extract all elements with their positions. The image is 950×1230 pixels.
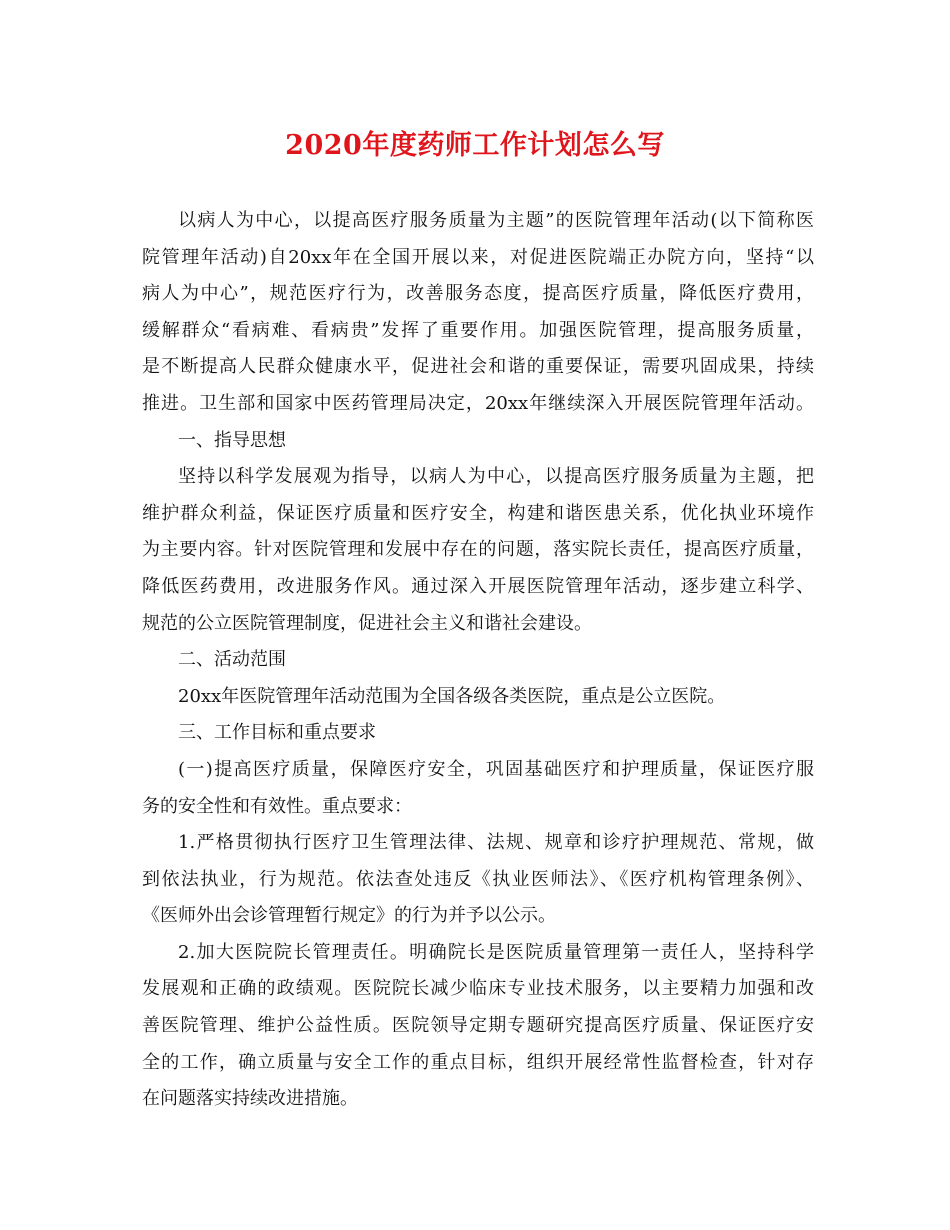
paragraph-line: 院管理年活动)自20xx年在全国开展以来，对促进医院端正办院方向，坚持“以 [142, 246, 814, 268]
paragraph-line: 在问题落实持续改进措施。 [142, 1088, 358, 1110]
paragraph-line: 善医院管理、维护公益性质。医院领导定期专题研究提高医疗质量、保证医疗安 [142, 1015, 814, 1037]
paragraph-line: 是不断提高人民群众健康水平，促进社会和谐的重要保证，需要巩固成果，持续 [142, 356, 814, 378]
document-body [142, 203, 814, 1118]
paragraph-line: 坚持以科学发展观为指导，以病人为中心，以提高医疗服务质量为主题，把 [178, 466, 814, 488]
paragraph-line: 发展观和正确的政绩观。医院院长减少临床专业技术服务，以主要精力加强和改 [142, 978, 814, 1000]
paragraph-line: 推进。卫生部和国家中医药管理局决定，20xx年继续深入开展医院管理年活动。 [142, 392, 814, 414]
paragraph-line: 降低医药费用，改进服务作风。通过深入开展医院管理年活动，逐步建立科学、 [142, 575, 814, 597]
paragraph-line: 缓解群众“看病难、看病贵”发挥了重要作用。加强医院管理，提高服务质量， [142, 319, 814, 341]
paragraph-line: 全的工作，确立质量与安全工作的重点目标，组织开展经常性监督检查，针对存 [142, 1051, 814, 1073]
paragraph-line: 到依法执业，行为规范。依法查处违反《执业医师法》、《医疗机构管理条例》、 [142, 868, 814, 890]
paragraph-line: (一)提高医疗质量，保障医疗安全，巩固基础医疗和护理质量，保证医疗服 [178, 758, 814, 780]
paragraph-line: 规范的公立医院管理制度，促进社会主义和谐社会建设。 [142, 612, 592, 634]
paragraph-line: 2.加大医院院长管理责任。明确院长是医院质量管理第一责任人，坚持科学 [178, 941, 814, 963]
section-heading: 一、指导思想 [178, 429, 286, 451]
paragraph-line: 病人为中心”，规范医疗行为，改善服务态度，提高医疗质量，降低医疗费用， [142, 283, 814, 305]
document-title: 2020年度药师工作计划怎么写 [285, 130, 665, 161]
paragraph-line: 为主要内容。针对医院管理和发展中存在的问题，落实院长责任，提高医疗质量， [142, 539, 814, 561]
paragraph-line: 以病人为中心，以提高医疗服务质量为主题”的医院管理年活动(以下简称医 [178, 210, 814, 231]
paragraph-line: 《医师外出会诊管理暂行规定》的行为并予以公示。 [142, 905, 556, 927]
section-heading: 三、工作目标和重点要求 [178, 722, 376, 744]
paragraph-line: 20xx年医院管理年活动范围为全国各级各类医院，重点是公立医院。 [178, 685, 726, 707]
paragraph-line: 务的安全性和有效性。重点要求： [142, 795, 412, 817]
paragraph-line: 1.严格贯彻执行医疗卫生管理法律、法规、规章和诊疗护理规范、常规，做 [178, 832, 814, 854]
paragraph-line: 维护群众利益，保证医疗质量和医疗安全，构建和谐医患关系，优化执业环境作 [142, 502, 814, 524]
section-heading: 二、活动范围 [178, 649, 286, 671]
